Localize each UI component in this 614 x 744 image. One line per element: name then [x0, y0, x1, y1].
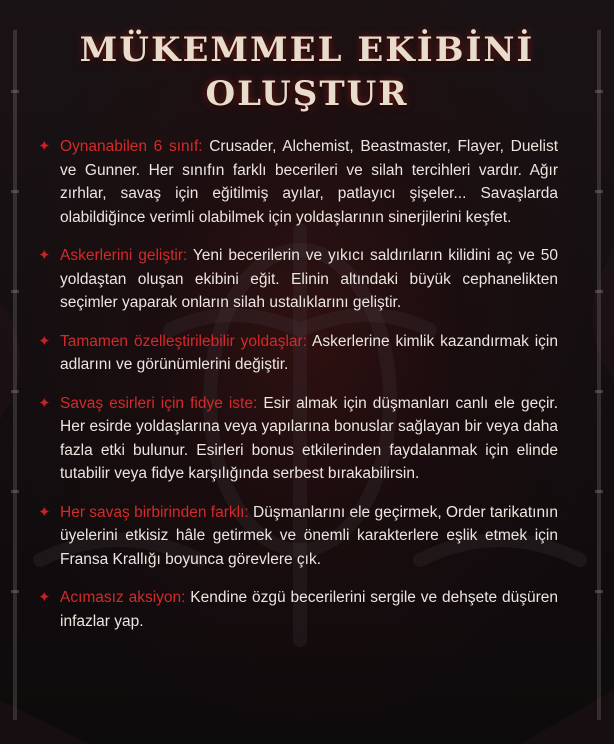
feature-item-action [38, 586, 558, 633]
feature-text: Düşmanlarını ele geçirmek, Order tarikatının üyelerini etkisiz hâle getirmek ve önemli karakterlere eşlik etmek için Fransa Krallığı boyunca görevlere çık. [60, 503, 558, 568]
feature-title: Oynanabilen 6 sınıf: [60, 138, 203, 155]
feature-item-ransom [38, 392, 558, 486]
bullet-icon: ✦ [38, 589, 51, 606]
bullet-icon: ✦ [38, 247, 51, 264]
feature-item-battles [38, 501, 558, 572]
bullet-icon: ✦ [38, 332, 51, 350]
title-line-2: OLUŞTUR [205, 74, 409, 114]
feature-text: Kendine özgü becerilerini sergile ve dehşete düşüren infazlar yap. [60, 589, 559, 630]
feature-title: Tamamen özelleştirilebilir yoldaşlar: [60, 332, 307, 350]
right-border-ornament [592, 30, 606, 720]
feature-title: Her savaş birbirinden farklı: [60, 503, 249, 521]
feature-list [38, 135, 558, 648]
feature-item-customization [38, 330, 558, 377]
feature-title: Savaş esirleri için fidye iste: [60, 394, 258, 412]
feature-text: Askerlerine kimlik kazandırmak için adlarını ve görünümlerini değiştir. [60, 332, 558, 373]
left-border-ornament [8, 30, 22, 720]
bullet-icon: ✦ [38, 394, 51, 412]
page-title [0, 28, 614, 116]
feature-title: Acımasız aksiyon: [60, 589, 186, 606]
title-line-1: MÜKEMMEL EKİBİNİ [79, 30, 535, 70]
feature-item-classes [38, 135, 558, 229]
feature-text: Yeni becerilerin ve yıkıcı saldırıların kilidini aç ve 50 yoldaştan oluşan ekibini eğit. Elinin altındaki büyük cephanelikten seçimler yaparak onların silah ustalıklarını geliştir. [60, 247, 558, 311]
feature-text: Crusader, Alchemist, Beastmaster, Flayer, Duelist ve Gunner. Her sınıfın farklı becerileri ve silah tercihleri vardır. Ağır zırhlar, savaş için eğitilmiş ayılar, patlayıcı şişeler... Savaşlarda olabildiğince verimli olabilmek için yoldaşlarının sinerjilerini keşfet. [60, 138, 558, 226]
feature-text: Esir almak için düşmanları canlı ele geçir. Her esirde yoldaşlarına veya yapılarına bonuslar sağlayan bir veya daha fazla etki bulunur. Esirleri bonus etkilerinden faydalanmak için elinde tutabilir veya fidye karşılığında serbest bırakabilirsin. [60, 394, 558, 482]
bullet-icon: ✦ [38, 503, 51, 521]
feature-title: Askerlerini geliştir: [60, 247, 188, 264]
bullet-icon: ✦ [38, 138, 51, 155]
feature-item-upgrade [38, 244, 558, 315]
